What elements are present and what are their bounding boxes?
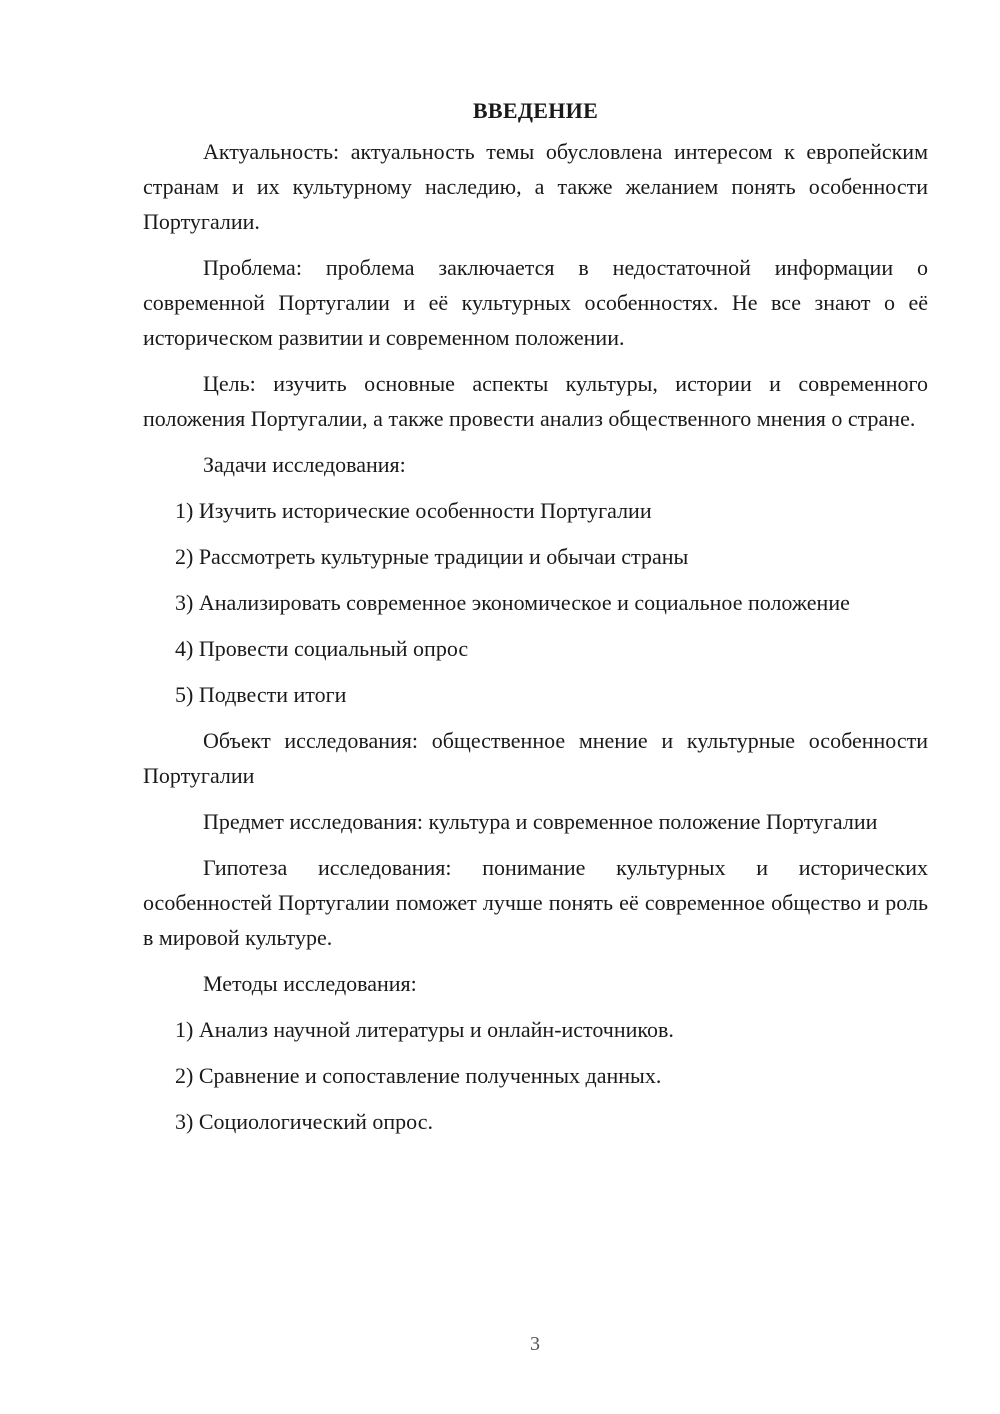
subject-paragraph: Предмет исследования: культура и современное положение Португалии — [203, 809, 878, 834]
goal-paragraph: Цель: изучить основные аспекты культуры, истории и современного положения Португалии, а также провести анализ общественного мнения о стране. — [143, 371, 928, 431]
hypothesis-paragraph: Гипотеза исследования: понимание культурных и исторических особенностей Португалии поможет лучше понять её современное общество и роль в мировой культуре. — [143, 855, 928, 950]
object-paragraph: Объект исследования: общественное мнение и культурные особенности Португалии — [143, 728, 928, 788]
document-body — [143, 93, 928, 1150]
relevance-paragraph: Актуальность: актуальность темы обусловлена интересом к европейским странам и их культурному наследию, а также желанием понять особенности Португалии. — [143, 139, 928, 234]
task-item: 2) Рассмотреть культурные традиции и обычаи страны — [175, 544, 689, 569]
page-number: 3 — [530, 1333, 540, 1355]
task-item: 3) Анализировать современное экономическое и социальное положение — [175, 590, 850, 615]
problem-paragraph: Проблема: проблема заключается в недостаточной информации о современной Португалии и её культурных особенностях. Не все знают о её историческом развитии и современном положении. — [143, 255, 928, 350]
task-item: 4) Провести социальный опрос — [175, 636, 469, 661]
tasks-heading: Задачи исследования: — [203, 452, 406, 477]
methods-heading: Методы исследования: — [203, 971, 417, 996]
method-item: 3) Социологический опрос. — [175, 1109, 433, 1134]
method-item: 1) Анализ научной литературы и онлайн-источников. — [175, 1017, 674, 1042]
task-item: 5) Подвести итоги — [175, 682, 347, 707]
method-item: 2) Сравнение и сопоставление полученных данных. — [175, 1063, 662, 1088]
task-item: 1) Изучить исторические особенности Португалии — [175, 498, 652, 523]
page-title: ВВЕДЕНИЕ — [472, 98, 599, 123]
